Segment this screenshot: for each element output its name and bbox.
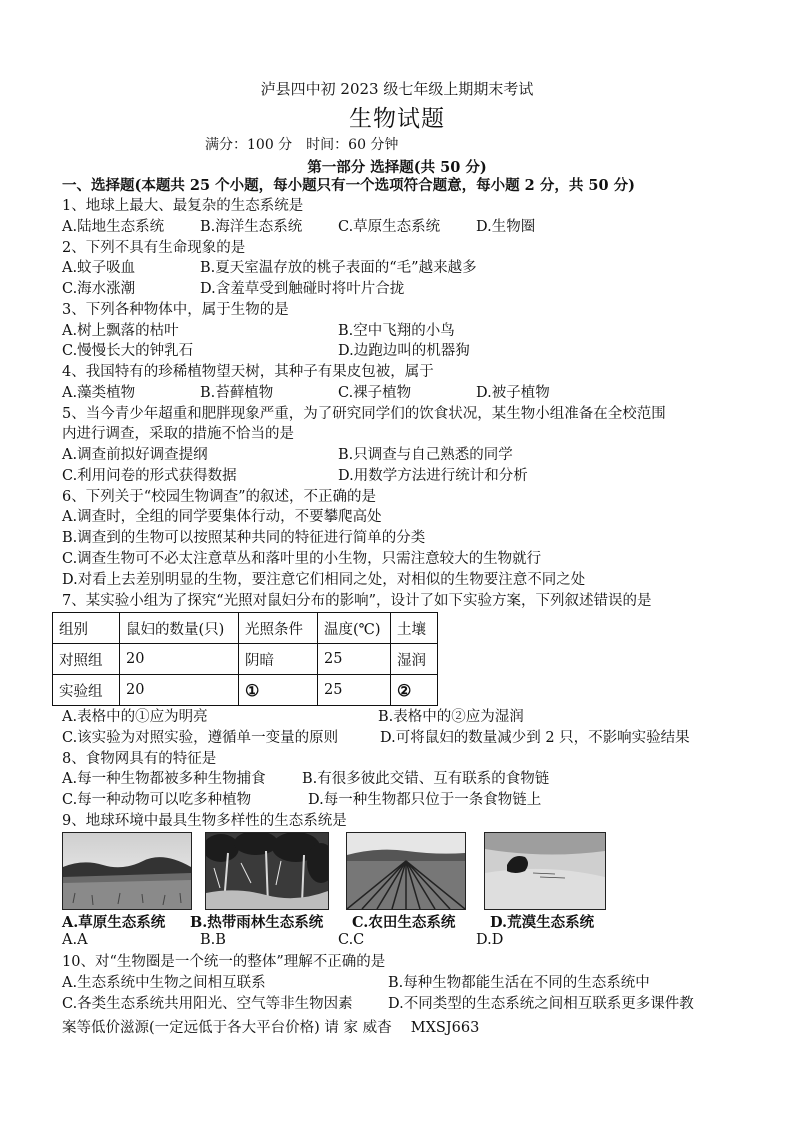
- q1-stem: 1、地球上最大、最复杂的生态系统是: [62, 198, 304, 214]
- q6-option-c: C.调查生物可不必太注意草丛和落叶里的小生物，只需注意较大的生物就行: [62, 551, 542, 567]
- q1-option-d: D.生物圈: [476, 219, 536, 235]
- experiment-table: [52, 612, 438, 706]
- score-time-line: 满分：100 分 时间：60 分钟: [205, 137, 399, 153]
- q10-stem: 10、对“生物圈是一个统一的整体”理解不正确的是: [62, 954, 386, 970]
- q7-option-c: C.该实验为对照实验，遵循单一变量的原则: [62, 730, 339, 746]
- q2-stem: 2、下列不具有生命现象的是: [62, 240, 246, 256]
- photo-caption-b: B.热带雨林生态系统: [190, 914, 324, 931]
- q3-option-c: C.慢慢长大的钟乳石: [62, 343, 194, 359]
- q10-option-b: B.每种生物都能生活在不同的生态系统中: [388, 975, 650, 991]
- farmland-photo: [346, 832, 466, 910]
- q4-option-a: A.藻类植物: [62, 385, 136, 401]
- q6-option-a: A.调查时，全组的同学要集体行动，不要攀爬高处: [62, 509, 382, 525]
- q10-option-c: C.各类生态系统共用阳光、空气等非生物因素: [62, 996, 353, 1012]
- table-header-cell: 光照条件: [239, 613, 318, 644]
- table-cell: 对照组: [53, 644, 120, 675]
- table-cell: 阴暗: [239, 644, 318, 675]
- table-header-cell: 鼠妇的数量(只): [120, 613, 239, 644]
- q8-stem: 8、食物网具有的特征是: [62, 751, 217, 767]
- table-cell: 20: [120, 644, 239, 675]
- table-row: [53, 675, 438, 706]
- q6-stem: 6、下列关于“校园生物调查”的叙述，不正确的是: [62, 489, 377, 505]
- q5-stem-line2: 内进行调查，采取的措施不恰当的是: [62, 426, 294, 442]
- q10-option-a: A.生态系统中生物之间相互联系: [62, 975, 266, 991]
- q4-option-b: B.苔藓植物: [200, 385, 274, 401]
- blank-marker: ②: [397, 680, 412, 700]
- q9-option-c: C.C: [338, 932, 365, 948]
- table-cell: [391, 675, 438, 706]
- q8-option-c: C.每一种动物可以吃多种植物: [62, 792, 252, 808]
- q5-stem-line1: 5、当今青少年超重和肥胖现象严重，为了研究同学们的饮食状况，某生物小组准备在全校范围: [62, 406, 666, 422]
- q3-option-d: D.边跑边叫的机器狗: [338, 343, 470, 359]
- q3-option-a: A.树上飘落的枯叶: [62, 323, 179, 339]
- q2-option-d: D.含羞草受到触碰时将叶片合拢: [200, 281, 405, 297]
- desert-photo: [484, 832, 606, 910]
- q4-option-c: C.裸子植物: [338, 385, 412, 401]
- q1-option-c: C.草原生态系统: [338, 219, 441, 235]
- section-title: 一、选择题(本题共 25 个小题，每小题只有一个选项符合题意，每小题 2 分，共 50 分): [62, 177, 635, 194]
- table-header-cell: 土壤: [391, 613, 438, 644]
- blank-marker: ①: [245, 680, 260, 700]
- grassland-photo: [62, 832, 192, 910]
- photo-caption-a: A.草原生态系统: [62, 914, 166, 931]
- q8-option-b: B.有很多彼此交错、互有联系的食物链: [302, 771, 550, 787]
- table-row: [53, 644, 438, 675]
- q9-option-d: D.D: [476, 932, 504, 948]
- table-cell: 湿润: [391, 644, 438, 675]
- q6-option-b: B.调查到的生物可以按照某种共同的特征进行简单的分类: [62, 530, 426, 546]
- table-cell: [239, 675, 318, 706]
- q6-option-d: D.对看上去差别明显的生物，要注意它们相同之处，对相似的生物要注意不同之处: [62, 572, 586, 588]
- q7-option-d: D.可将鼠妇的数量减少到 2 只，不影响实验结果: [380, 730, 690, 746]
- q1-option-b: B.海洋生态系统: [200, 219, 303, 235]
- q10-option-d: D.不同类型的生态系统之间相互联系更多课件教: [388, 996, 694, 1012]
- q7-option-b: B.表格中的②应为湿润: [378, 709, 524, 725]
- q4-stem: 4、我国特有的珍稀植物望天树，其种子有果皮包被，属于: [62, 364, 434, 380]
- photo-caption-c: C.农田生态系统: [352, 914, 456, 931]
- q5-option-d: D.用数学方法进行统计和分析: [338, 468, 528, 484]
- q3-stem: 3、下列各种物体中，属于生物的是: [62, 302, 289, 318]
- table-cell: 20: [120, 675, 239, 706]
- q4-option-d: D.被子植物: [476, 385, 550, 401]
- q3-option-b: B.空中飞翔的小鸟: [338, 323, 455, 339]
- q7-stem: 7、某实验小组为了探究“光照对鼠妇分布的影响”，设计了如下实验方案，下列叙述错误的是: [62, 593, 652, 609]
- q9-option-a: A.A: [62, 932, 88, 948]
- exam-header-school: 泸县四中初 2023 级七年级上期期末考试: [260, 80, 534, 98]
- q8-option-d: D.每一种生物都只位于一条食物链上: [308, 792, 542, 808]
- table-cell: 25: [318, 644, 391, 675]
- q5-option-c: C.利用问卷的形式获得数据: [62, 468, 237, 484]
- q2-option-c: C.海水涨潮: [62, 281, 136, 297]
- rainforest-photo: [205, 832, 329, 910]
- q2-option-a: A.蚊子吸血: [62, 260, 136, 276]
- footer-watermark-text: 案等低价滋源(一定远低于各大平台价格) 请 家 威杳 MXSJ663: [62, 1020, 480, 1036]
- exam-subject-title: 生物试题: [349, 106, 445, 132]
- table-cell: 实验组: [53, 675, 120, 706]
- table-header-cell: 温度(℃): [318, 613, 391, 644]
- table-header-row: [53, 613, 438, 644]
- photo-caption-d: D.荒漠生态系统: [490, 914, 595, 931]
- part-heading: 第一部分 选择题(共 50 分): [307, 159, 487, 176]
- q7-option-a: A.表格中的①应为明亮: [62, 709, 208, 725]
- q9-option-b: B.B: [200, 932, 226, 948]
- q9-stem: 9、地球环境中最具生物多样性的生态系统是: [62, 813, 347, 829]
- q2-option-b: B.夏天室温存放的桃子表面的“毛”越来越多: [200, 260, 477, 276]
- table-header-cell: 组别: [53, 613, 120, 644]
- q5-option-a: A.调查前拟好调查提纲: [62, 447, 208, 463]
- q5-option-b: B.只调查与自己熟悉的同学: [338, 447, 513, 463]
- q1-option-a: A.陆地生态系统: [62, 219, 165, 235]
- table-cell: 25: [318, 675, 391, 706]
- q8-option-a: A.每一种生物都被多种生物捕食: [62, 771, 266, 787]
